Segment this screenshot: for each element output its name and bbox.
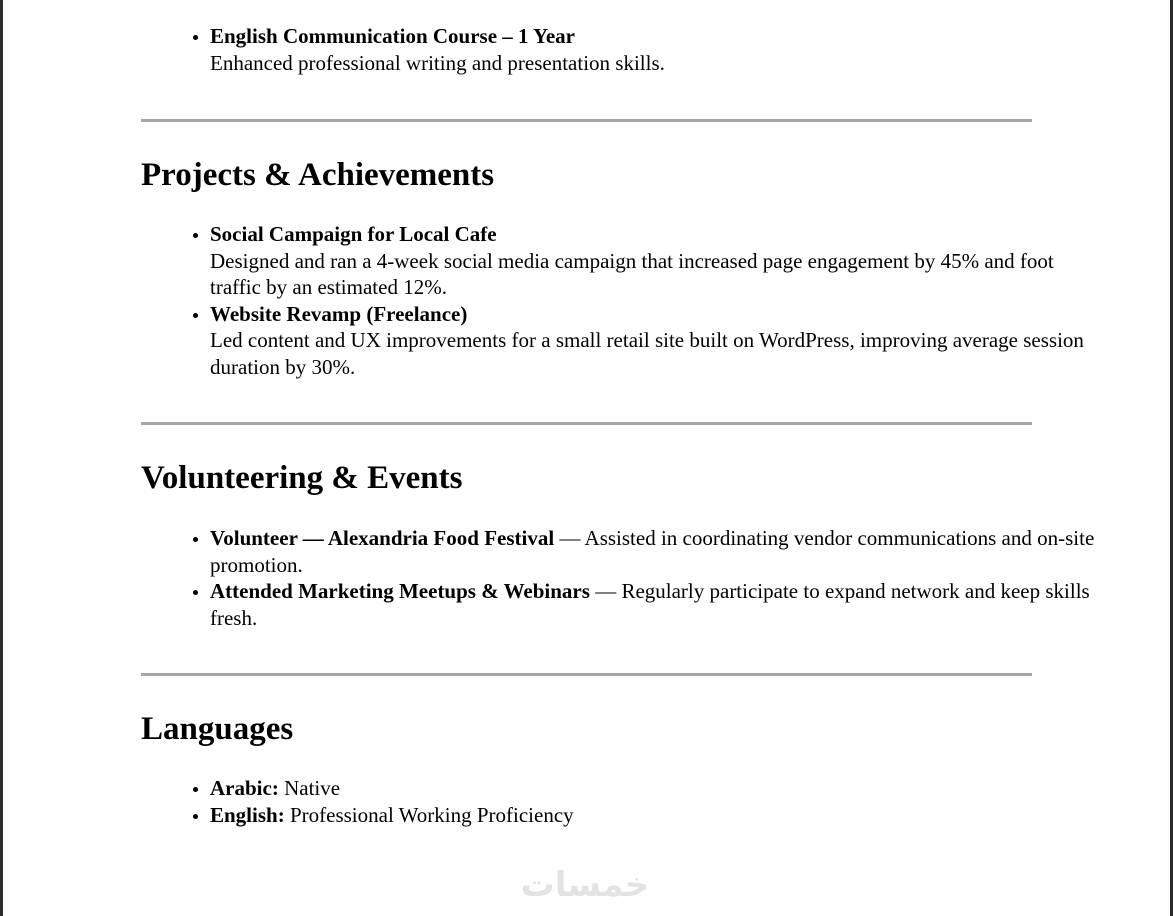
- section-divider: [141, 673, 1032, 676]
- language-name: Arabic:: [210, 776, 279, 800]
- languages-heading: Languages: [141, 711, 294, 747]
- language-name: English:: [210, 802, 285, 827]
- watermark-logo: [505, 858, 665, 908]
- project-description: Designed and ran a 4-week social media campaign that increased page engagement by 45% and foot traffic by an estimated 12%.: [210, 248, 1054, 299]
- list-item: [210, 525, 1101, 578]
- list-item: [210, 802, 1101, 829]
- list-item: [210, 23, 1101, 76]
- languages-list: [141, 775, 1101, 828]
- volunteering-description: — Regularly participate to expand network and keep skills fresh.: [210, 579, 1090, 630]
- list-item: [210, 775, 1101, 802]
- list-item: [210, 221, 1101, 301]
- volunteering-title: Attended Marketing Meetups & Webinars: [210, 579, 590, 603]
- list-item: [210, 301, 1101, 381]
- project-title: • Website Revamp (Freelance): [210, 301, 468, 326]
- project-title: • Social Campaign for Local Cafe: [210, 222, 497, 246]
- project-description: Led content and UX improvements for a small retail site built on WordPress, improving average session duration by 30%.: [210, 328, 1084, 379]
- courses-list: [141, 23, 1101, 76]
- section-divider: [141, 119, 1032, 122]
- language-level: Native: [278, 776, 341, 800]
- course-title: • English Communication Course – 1 Year: [210, 24, 575, 48]
- section-divider: [141, 422, 1032, 425]
- page-left-edge: [0, 0, 3, 916]
- language-level: Professional Working Proficiency: [284, 802, 574, 827]
- volunteering-list: [141, 525, 1101, 631]
- volunteering-title: Volunteer — Alexandria Food Festival: [210, 526, 555, 550]
- watermark-text: خمسات: [520, 865, 650, 905]
- volunteering-description: — Assisted in coordinating vendor communications and on-site promotion.: [210, 526, 1095, 577]
- volunteering-heading: Volunteering & Events: [141, 460, 463, 496]
- course-description: Enhanced professional writing and presentation skills.: [210, 50, 665, 75]
- projects-heading: Projects & Achievements: [141, 157, 495, 193]
- list-item: [210, 578, 1101, 631]
- projects-list: [141, 221, 1101, 380]
